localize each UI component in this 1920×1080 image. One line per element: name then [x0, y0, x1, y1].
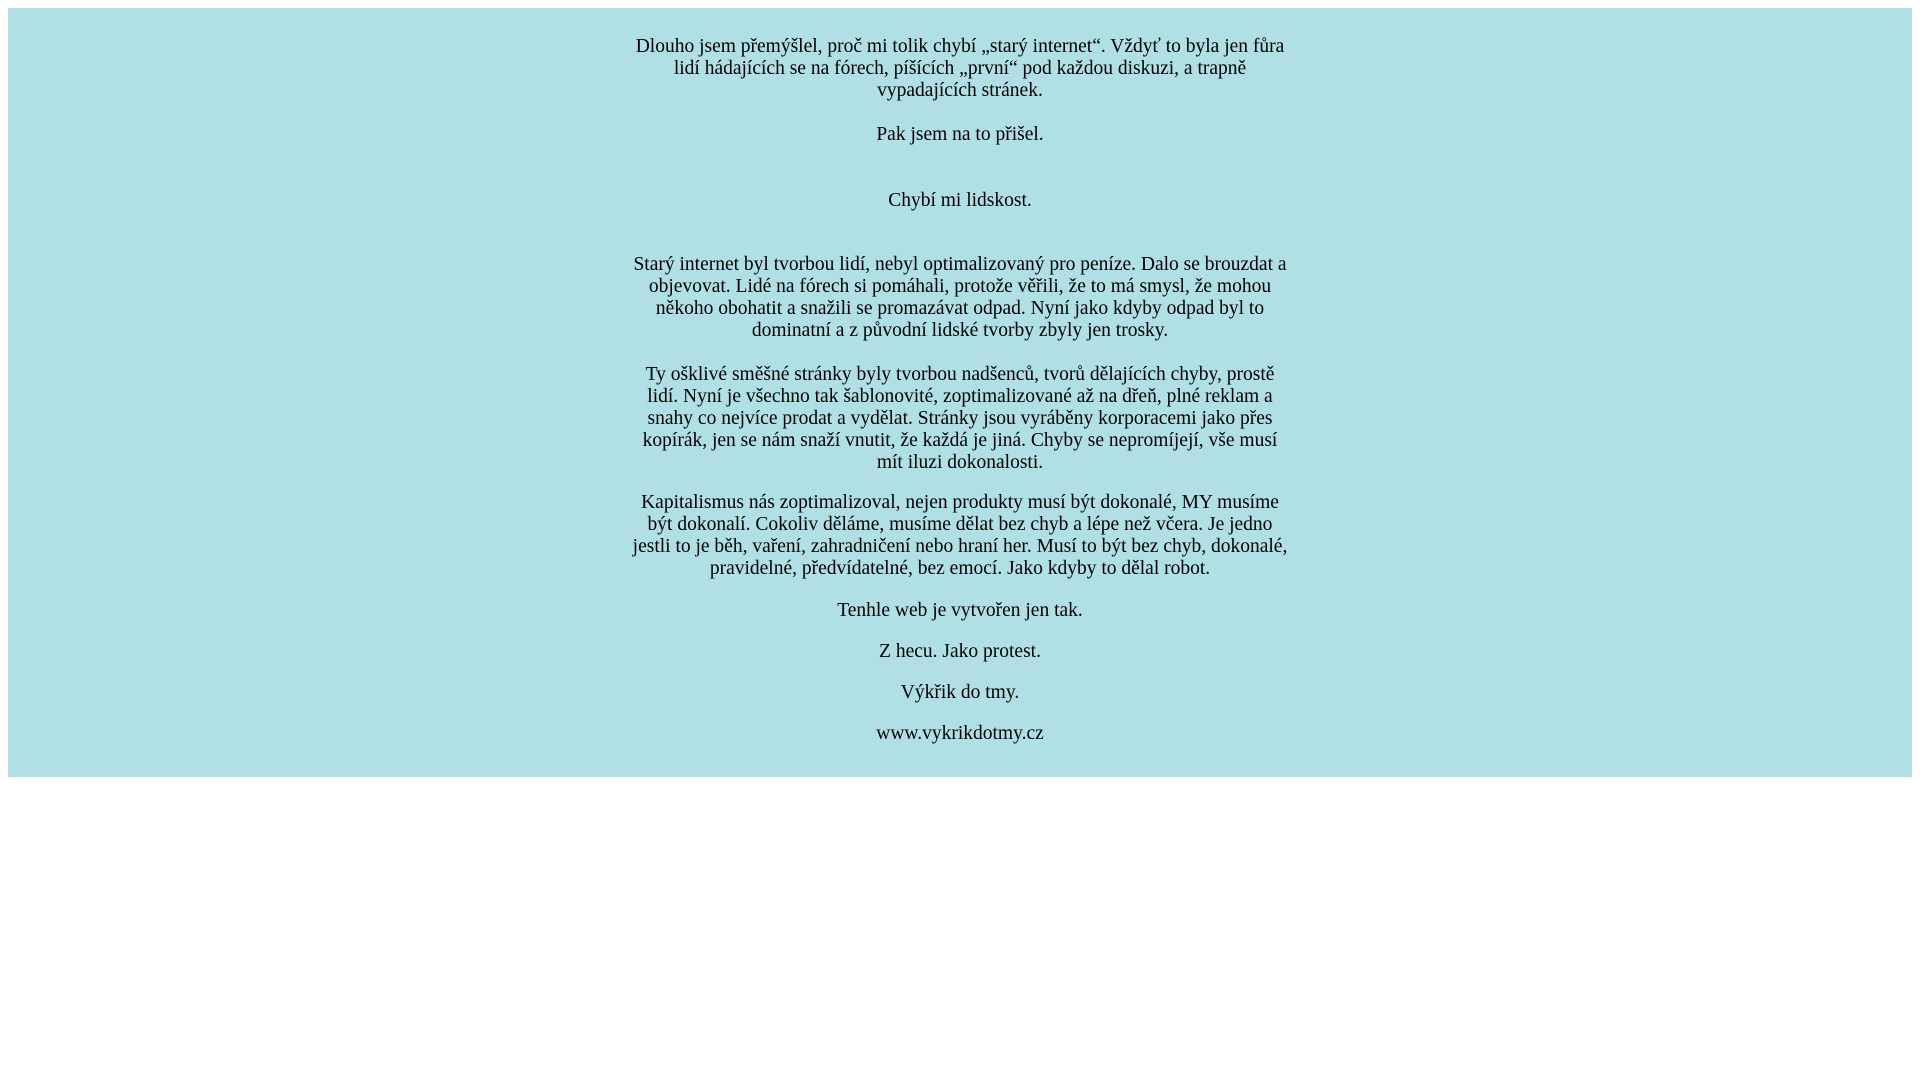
content-panel: [8, 8, 1912, 777]
paragraph-this-web: Tenhle web je vytvořen jen tak.: [837, 600, 1083, 621]
paragraph-intro: Dlouho jsem přemýšlel, proč mi tolik chybí „starý internet“. Vždyť to byla jen fůra lidí hádajících se na fórech, píšících „první“ pod každou diskuzi, a trapně vypadajících stránek.: [635, 36, 1285, 101]
paragraph-protest: Z hecu. Jako protest.: [879, 641, 1041, 662]
paragraph-capitalism: Kapitalismus nás zoptimalizoval, nejen produkty musí být dokonalé, MY musíme být dokonalí. Cokoliv děláme, musíme dělat bez chyb a lépe než včera. Je jedno jestli to je běh, vaření, zahradničení nebo hraní her. Musí to být bez chyb, dokonalé, pravidelné, předvídatelné, bez emocí. Jako kdyby to dělal robot.: [632, 492, 1288, 579]
article: [8, 8, 1912, 777]
paragraph-scream: Výkřik do tmy.: [900, 682, 1020, 703]
paragraph-realization: Pak jsem na to přišel.: [876, 124, 1044, 145]
paragraph-old-internet: Starý internet byl tvorbou lidí, nebyl optimalizovaný pro peníze. Dalo se brouzdat a objevovat. Lidé na fórech si pomáhali, protože věřili, že to má smysl, že mohou někoho obohatit a snažili se promazávat odpad. Nyní jako kdyby odpad byl to dominatní a z původní lidské tvorby zbyly jen trosky.: [633, 254, 1287, 341]
paragraph-humanity: Chybí mi lidskost.: [888, 190, 1032, 211]
paragraph-ugly-pages: Ty ošklivé směšné stránky byly tvorbou nadšenců, tvorů dělajících chyby, prostě lidí. Nyní je všechno tak šablonovité, zoptimalizované až na dřeň, plné reklam a snahy co nejvíce prodat a vydělat. Stránky jsou vyráběny korporacemi jako přes kopírák, jen se nám snaží vnutit, že každá je jiná. Chyby se nepromíjejí, vše musí mít iluzi dokonalosti.: [642, 364, 1278, 473]
site-url: www.vykrikdotmy.cz: [876, 723, 1044, 744]
